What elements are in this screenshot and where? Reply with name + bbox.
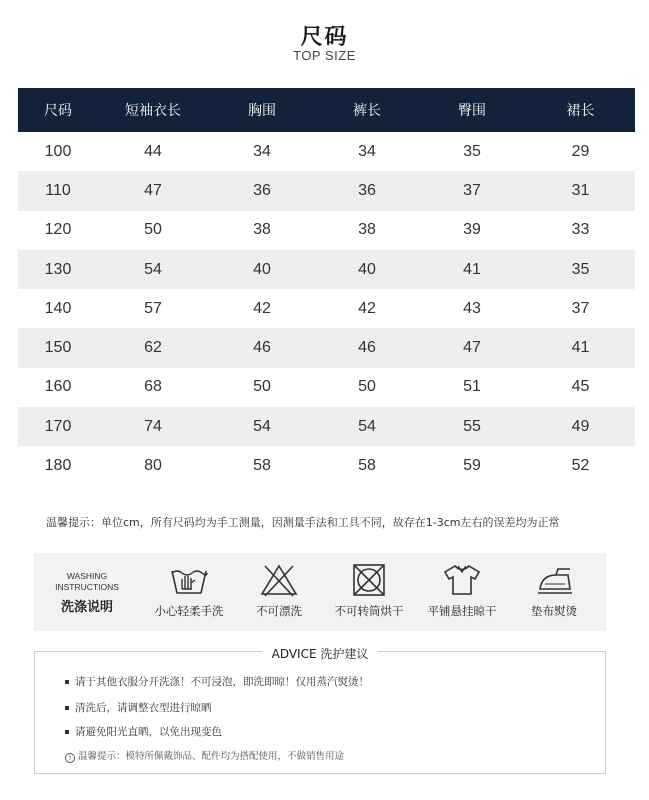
table-cell: 170 [44, 417, 72, 435]
column-header: 裙长 [566, 103, 595, 119]
advice-item-text: 清洗后，请调整衣型进行晾晒 [75, 702, 212, 714]
table-cell: 120 [44, 221, 72, 239]
bullet-icon [65, 680, 69, 684]
table-cell: 54 [144, 260, 162, 278]
table-cell: 62 [144, 339, 162, 357]
table-cell: 41 [571, 339, 590, 357]
advice-item [65, 724, 222, 739]
washing-heading-en: INSTRUCTIONS [55, 582, 119, 592]
wash-item-no-tumble-dry [319, 563, 419, 619]
column-header: 短袖衣长 [125, 103, 181, 119]
no-bleach-icon [259, 563, 299, 597]
info-icon: ! [65, 753, 75, 763]
advice-item-text: 请于其他衣服分开洗涤！不可浸泡，即洗即晾！仅用蒸汽熨烫！ [75, 676, 369, 688]
table-cell: 35 [463, 142, 481, 160]
table-cell: 38 [358, 221, 376, 239]
table-cell: 160 [44, 378, 72, 396]
table-cell: 33 [571, 221, 590, 239]
table-cell: 110 [45, 181, 71, 199]
table-cell: 54 [253, 417, 271, 435]
table-cell: 36 [253, 181, 271, 199]
page-subtitle: TOP SIZE [293, 48, 356, 63]
advice-box [34, 647, 606, 774]
iron-icon [534, 563, 574, 597]
measurement-tip: 温馨提示：单位cm，所有尺码均为手工测量，因测量手法和工具不同，故存在1-3cm左右的误差均为正常 [46, 516, 560, 529]
column-header: 臀围 [458, 103, 486, 119]
bullet-icon [65, 730, 69, 734]
wash-item-label: 垫布熨烫 [531, 604, 577, 618]
table-cell: 36 [358, 181, 376, 199]
hand-wash-icon [169, 563, 209, 597]
table-cell: 34 [358, 142, 376, 160]
table-cell: 34 [253, 142, 271, 160]
table-row [18, 211, 635, 250]
table-row [18, 132, 635, 171]
wash-item-hand-wash [139, 563, 239, 619]
table-cell: 43 [463, 299, 481, 317]
table-row [18, 328, 635, 367]
column-header: 裤长 [353, 103, 381, 119]
table-cell: 50 [253, 378, 271, 396]
table-cell: 35 [571, 260, 590, 278]
table-row [18, 368, 635, 407]
wash-item-iron [504, 563, 604, 619]
wash-item-label: 不可漂洗 [256, 604, 302, 618]
bullet-icon [65, 706, 69, 710]
advice-item-text: 请避免阳光直晒，以免出现变色 [75, 726, 222, 738]
table-cell: 80 [144, 457, 162, 475]
washing-heading [46, 571, 128, 615]
table-cell: 150 [44, 339, 72, 357]
column-header: 胸围 [248, 103, 276, 119]
table-cell: 41 [463, 260, 481, 278]
table-cell: 54 [358, 417, 376, 435]
table-cell: 29 [571, 142, 590, 160]
table-cell: 46 [358, 339, 376, 357]
table-cell: 44 [144, 142, 162, 160]
table-cell: 50 [144, 221, 162, 239]
advice-title [35, 643, 605, 662]
table-cell: 46 [253, 339, 271, 357]
washing-heading-cn: 洗涤说明 [60, 600, 113, 615]
table-cell: 42 [358, 299, 376, 317]
table-cell: 52 [571, 457, 590, 475]
table-cell: 37 [463, 181, 481, 199]
flat-dry-shirt-icon [442, 563, 482, 597]
table-cell: 130 [44, 260, 72, 278]
advice-item [65, 700, 212, 715]
table-cell: 140 [44, 299, 72, 317]
advice-note-text: 温馨提示：模特所佩戴饰品、配件均为搭配使用，不做销售用途 [78, 751, 345, 762]
table-body [18, 132, 635, 486]
wash-item-label: 小心轻柔手洗 [154, 604, 224, 618]
table-cell: 58 [358, 457, 376, 475]
table-cell: 180 [44, 457, 72, 475]
table-cell: 45 [571, 378, 590, 396]
wash-item-label: 不可转筒烘干 [334, 604, 404, 618]
table-row [18, 407, 635, 446]
table-cell: 40 [358, 260, 376, 278]
table-cell: 68 [144, 378, 162, 396]
table-cell: 100 [44, 142, 72, 160]
table-cell: 51 [463, 378, 481, 396]
size-table [18, 88, 635, 486]
table-cell: 58 [253, 457, 271, 475]
advice-item [65, 674, 369, 689]
table-cell: 59 [463, 457, 481, 475]
table-cell: 37 [571, 299, 590, 317]
table-row [18, 446, 635, 485]
table-cell: 40 [253, 260, 271, 278]
page-title: 尺码 [300, 25, 349, 50]
washing-instructions [34, 553, 606, 631]
table-cell: 50 [358, 378, 376, 396]
table-row [18, 171, 635, 210]
table-cell: 74 [144, 417, 162, 435]
table-cell: 38 [253, 221, 271, 239]
table-cell: 49 [571, 417, 590, 435]
table-cell: 47 [144, 181, 162, 199]
table-header-row [18, 88, 635, 132]
table-cell: 42 [253, 299, 271, 317]
table-cell: 31 [571, 181, 590, 199]
wash-item-label: 平铺悬挂晾干 [427, 604, 497, 618]
table-cell: 39 [463, 221, 481, 239]
washing-heading-en: WASHING [66, 571, 108, 581]
no-tumble-dry-icon [349, 563, 389, 597]
advice-title-text: ADVICE 洗护建议 [262, 647, 379, 661]
table-cell: 55 [463, 417, 481, 435]
wash-item-no-bleach [229, 563, 329, 619]
column-header: 尺码 [44, 103, 72, 119]
table-cell: 47 [463, 339, 481, 357]
table-cell: 57 [144, 299, 162, 317]
table-row [18, 289, 635, 328]
wash-item-flat-dry [412, 563, 512, 619]
advice-note [65, 748, 344, 763]
table-row [18, 250, 635, 289]
